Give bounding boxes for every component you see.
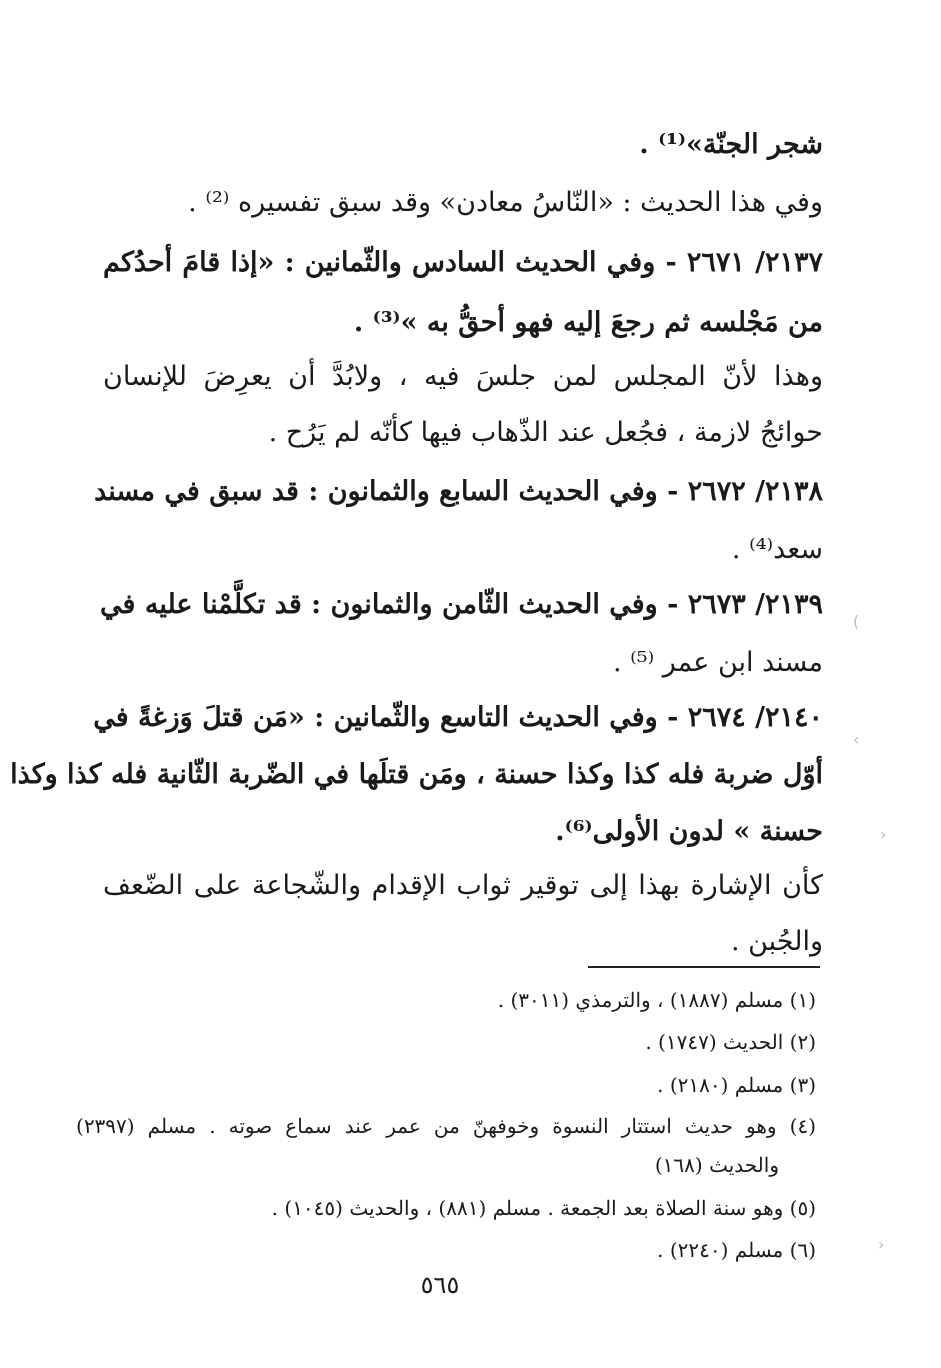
body-line-1: شجر الجنّة»⁽¹⁾ . <box>639 129 823 160</box>
footnote-1: (١) مسلم (١٨٨٧) ، والترمذي (٣٠١١) . <box>497 988 816 1012</box>
footnote-separator <box>588 966 820 968</box>
body-line-14: كأن الإشارة بهذا إلى توقير ثواب الإقدام والشّجاعة على الضّعف <box>103 870 823 901</box>
page-number: ٥٦٥ <box>420 1271 460 1299</box>
body-line-9: ٢١٣٩/ ٢٦٧٣ - وفي الحديث الثّامن والثمانون : قد تكلَّمْنا عليه في <box>100 589 823 620</box>
body-line-4: من مَجْلسه ثم رجعَ إليه فهو أحقُّ به »⁽³⁾ . <box>353 307 823 338</box>
body-line-12: أوّل ضربة فله كذا وكذا حسنة ، ومَن قتلَها في الضّربة الثّانية فله كذا وكذا <box>10 759 823 790</box>
body-line-6: حوائجُ لازمة ، فجُعل عند الذّهاب فيها كأنّه لم يَرُح . <box>268 417 823 448</box>
margin-mark-icon: › <box>878 1235 885 1254</box>
body-line-7: ٢١٣٨/ ٢٦٧٢ - وفي الحديث السابع والثمانون : قد سبق في مسند <box>94 476 823 507</box>
body-line-2: وفي هذا الحديث : «النّاسُ معادن» وقد سبق تفسيره ⁽²⁾ . <box>188 187 823 218</box>
footnote-4: (٤) وهو حديث استتار النسوة وخوفهنّ من عمر عند سماع صوته . مسلم (٢٣٩٧) <box>76 1114 816 1138</box>
body-line-15: والجُبن . <box>730 926 823 957</box>
footnote-3: (٣) مسلم (٢١٨٠) . <box>657 1073 816 1097</box>
body-line-8: سعد⁽⁴⁾ . <box>731 534 823 565</box>
body-line-13: حسنة » لدون الأولى⁽⁶⁾. <box>555 816 823 847</box>
margin-mark-icon: ‹ <box>853 730 860 749</box>
body-line-5: وهذا لأنّ المجلس لمن جلسَ فيه ، ولابُدَّ أن يعرِضَ للإنسان <box>103 361 823 392</box>
body-line-3: ٢١٣٧/ ٢٦٧١ - وفي الحديث السادس والثّمانين : «إذا قامَ أحدُكم <box>103 247 823 278</box>
body-line-11: ٢١٤٠/ ٢٦٧٤ - وفي الحديث التاسع والثّمانين : «مَن قتلَ وَزغةً في <box>93 702 823 733</box>
footnote-6: (٦) مسلم (٢٢٤٠) . <box>657 1238 816 1262</box>
body-line-10: مسند ابن عمر ⁽⁵⁾ . <box>612 647 823 678</box>
margin-mark-icon: › <box>880 825 887 844</box>
footnote-2: (٢) الحديث (١٧٤٧) . <box>645 1030 816 1054</box>
footnote-4-continuation: والحديث (١٦٨) <box>654 1153 779 1177</box>
margin-mark-icon: ( <box>853 612 860 631</box>
footnote-5: (٥) وهو سنة الصلاة بعد الجمعة . مسلم (٨٨١) ، والحديث (١٠٤٥) . <box>271 1196 816 1220</box>
